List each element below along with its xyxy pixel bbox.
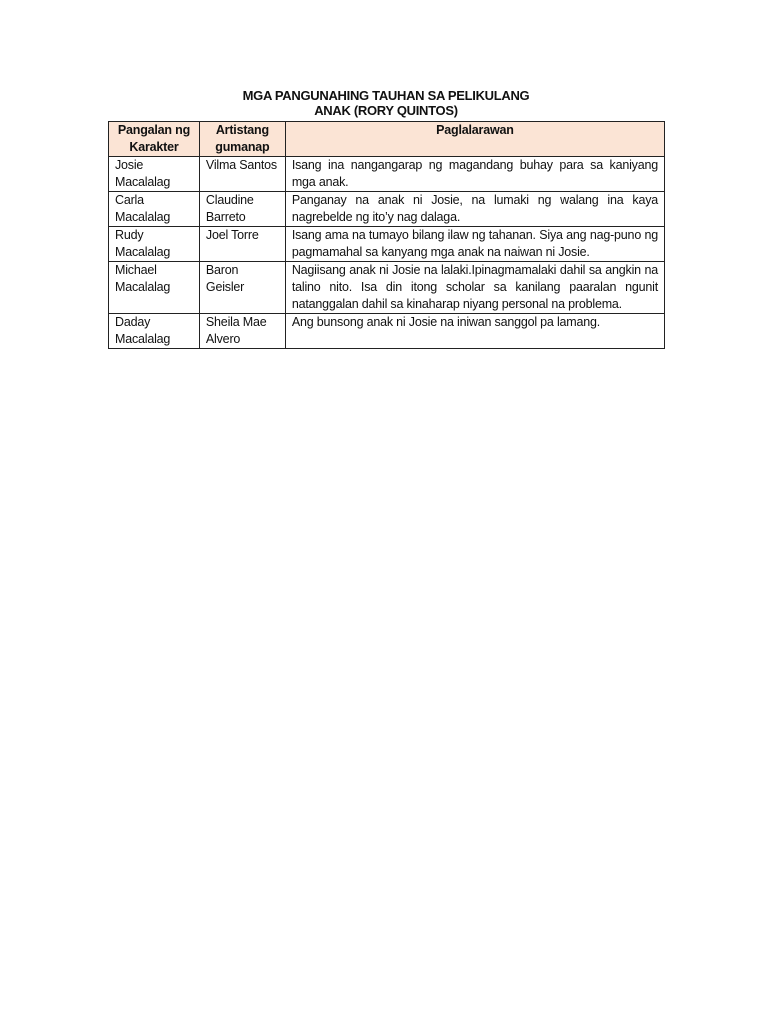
title-line-1: MGA PANGUNAHING TAUHAN SA PELIKULANG (242, 88, 530, 103)
cell-description: Isang ina nangangarap ng magandang buhay para sa kaniyang mga anak. (285, 157, 664, 192)
cell-description: Panganay na anak ni Josie, na lumaki ng walang ina kaya nagrebelde ng ito’y nag dalaga. (285, 192, 664, 227)
table-row (109, 192, 665, 227)
table-row (109, 157, 665, 192)
document-title (108, 88, 664, 118)
cell-actor: Baron Geisler (199, 262, 285, 314)
cell-actor: Sheila Mae Alvero (199, 314, 285, 349)
title-line-2: ANAK (RORY QUINTOS) (314, 103, 458, 118)
cell-actor: Joel Torre (199, 227, 285, 262)
characters-table (108, 121, 665, 349)
table-row (109, 314, 665, 349)
cell-character: Michael Macalalag (109, 262, 200, 314)
cell-description: Isang ama na tumayo bilang ilaw ng tahanan. Siya ang nag-puno ng pagmamahal sa kanyang mga anak na naiwan ni Josie. (285, 227, 664, 262)
header-description: Paglalarawan (285, 122, 664, 157)
cell-description: Ang bunsong anak ni Josie na iniwan sanggol pa lamang. (285, 314, 664, 349)
cell-character: Rudy Macalalag (109, 227, 200, 262)
cell-character: Carla Macalalag (109, 192, 200, 227)
cell-actor: Claudine Barreto (199, 192, 285, 227)
cell-description: Nagiisang anak ni Josie na lalaki.Ipinagmamalaki dahil sa angkin na talino nito. Isa din itong scholar sa kanilang paaralan ngunit natanggalan dahil sa kinaharap niyang personal na problema. (285, 262, 664, 314)
cell-character: Josie Macalalag (109, 157, 200, 192)
cell-actor: Vilma Santos (199, 157, 285, 192)
table-row (109, 262, 665, 314)
header-actor: Artistang gumanap (199, 122, 285, 157)
table-row (109, 227, 665, 262)
header-character: Pangalan ng Karakter (109, 122, 200, 157)
cell-character: Daday Macalalag (109, 314, 200, 349)
table-header-row (109, 122, 665, 157)
